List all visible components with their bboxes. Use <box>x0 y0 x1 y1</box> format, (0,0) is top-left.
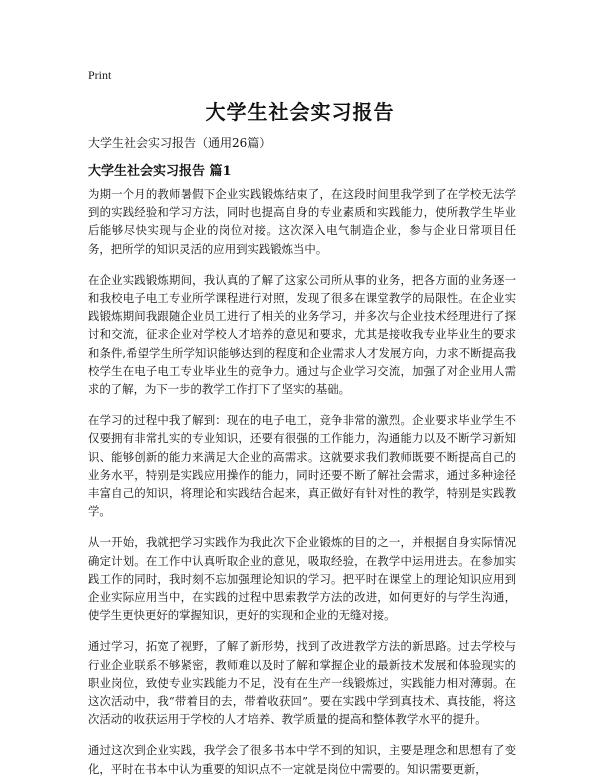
paragraph-4: 从一开始，我就把学习实践作为我此次下企业锻炼的目的之一，并根据自身实际情况确定计划。在工作中认真听取企业的意见，吸取经验，在教学中运用进去。在参加实践工作的同时，我时刻不忘加强理论知识的学习。把平时在课堂上的理论知识应用到企业实际应用当中，在实践的过程中思索教学方法的改进，如何更好的与学生沟通，使学生更快更好的掌握知识，更好的实现和企业的无缝对接。 <box>88 535 516 623</box>
document-body <box>88 185 516 776</box>
paragraph-2: 在企业实践锻炼期间，我认真的了解了这家公司所从事的业务，把各方面的业务逐一和我校电子电工专业所学课程进行对照，发现了很多在课堂教学的局限性。在企业实践锻炼期间我跟随企业员工进行了相关的业务学习，并多次与企业技术经理进行了探讨和交流，征求企业对学校人才培养的意见和要求，尤其是接收我专业毕业生的要求和条件,希望学生所学知识能够达到的程度和企业需求人才发展方向，力求不断提高我校学生在电子电工专业毕业生的竞争力。通过与企业学习交流，加强了对企业用人需求的了解，为下一步的教学工作打下了坚实的基础。 <box>88 272 516 397</box>
paragraph-1: 为期一个月的教师暑假下企业实践锻炼结束了，在这段时间里我学到了在学校无法学到的实践经验和学习方法，同时也提高自身的专业素质和实践能力，使所教学生毕业后能够尽快实现与企业的岗位对接。这次深入电气制造企业，参与企业日常项目任务，把所学的知识灵活的应用到实践锻炼当中。 <box>88 187 516 256</box>
document-title: 大学生社会实习报告 <box>205 100 395 124</box>
section-heading: 大学生社会实习报告 篇1 <box>88 164 232 179</box>
paragraph-6: 通过这次到企业实践，我学会了很多书本中学不到的知识，主要是理念和思想有了变化，平时在书本中认为重要的知识点不一定就是岗位中需要的。知识需要更新， <box>88 743 516 776</box>
paragraph-5: 通过学习，拓宽了视野，了解了新形势，找到了改进教学方法的新思路。过去学校与行业企业联系不够紧密，教师难以及时了解和掌握企业的最新技术发展和体验现实的职业岗位，致使专业实践能力不足，没有在生产一线锻炼过，实践能力相对薄弱。在这次活动中，我“带着目的去，带着收获回”。要在实践中学到真技术、真技能，将这次活动的收获运用于学校的人才培养、教学质量的提高和整体教学水平的提升。 <box>88 639 516 727</box>
document-subtitle: 大学生社会实习报告（通用26篇） <box>88 136 272 150</box>
paragraph-3: 在学习的过程中我了解到：现在的电子电工，竞争非常的激烈。企业要求毕业学生不仅要拥有非常扎实的专业知识，还要有很强的工作能力，沟通能力以及不断学习新知识、能够创新的能力来满足大企业的高需求。这就要求我们教师既要不断提高自己的业务水平，特别是实践应用操作的能力，同时还要不断了解社会需求，通过多种途径丰富自己的知识，将理论和实践结合起来，真正做好有针对性的教学，特别是实践教学。 <box>88 413 516 519</box>
print-label: Print <box>88 68 112 82</box>
